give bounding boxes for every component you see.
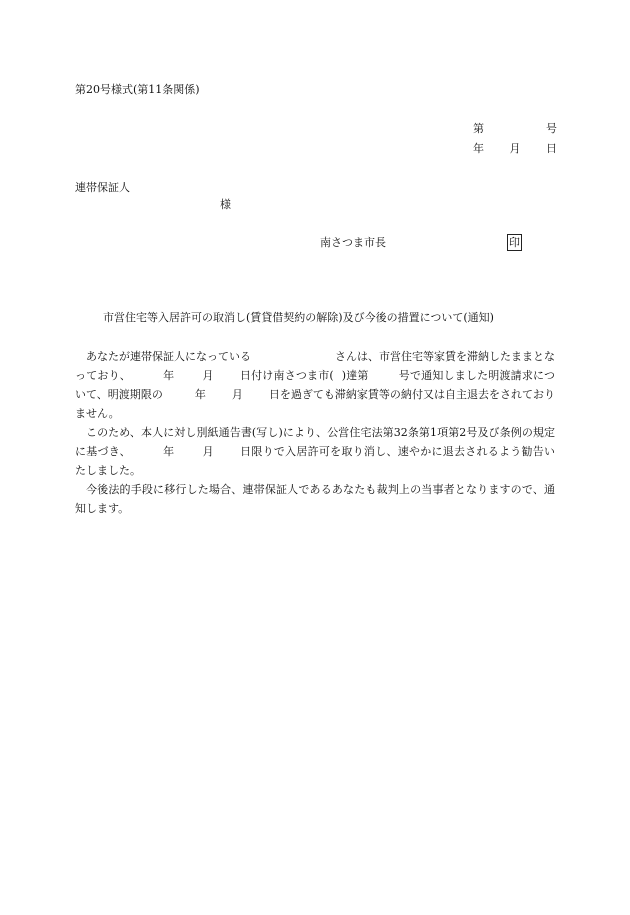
number-prefix: 第 <box>473 122 484 135</box>
document-body <box>75 347 555 518</box>
form-number-label: 第20号様式(第11条関係) <box>75 83 200 96</box>
body-paragraph-3: 今後法的手段に移行した場合、連帯保証人であるあなたも裁判上の当事者となりますので、通知します。 <box>75 483 555 515</box>
recipient-role: 連帯保証人 <box>75 181 130 194</box>
date-year: 年 <box>473 142 484 155</box>
recipient-honorific: 様 <box>220 198 231 211</box>
number-suffix: 号 <box>546 122 557 135</box>
seal-mark: 印 <box>509 236 520 249</box>
document-number <box>473 122 557 136</box>
body-paragraph-2: このため、本人に対し別紙通告書(写し)により、公営住宅法第32条第1項第2号及び条例の規定に基づき、 年 月 日限りで入居許可を取り消し、速やかに退去されるよう勧告いたしました。 <box>75 426 556 477</box>
date-month: 月 <box>509 142 521 155</box>
body-paragraph-1: あなたが連帯保証人になっている さんは、市営住宅等家賃を滞納したままとなっており、 年 月 日付け南さつま市( )達第 号で通知しました明渡請求について、明渡期限の 年 月 日を過ぎても滞納家賃等の納付又は自主退去をされておりません。 <box>75 350 556 420</box>
sender-title: 南さつま市長 <box>320 236 386 249</box>
date-day: 日 <box>546 142 557 155</box>
document-subject: 市営住宅等入居許可の取消し(賃貸借契約の解除)及び今後の措置について(通知) <box>103 311 494 324</box>
document-date <box>473 142 557 156</box>
